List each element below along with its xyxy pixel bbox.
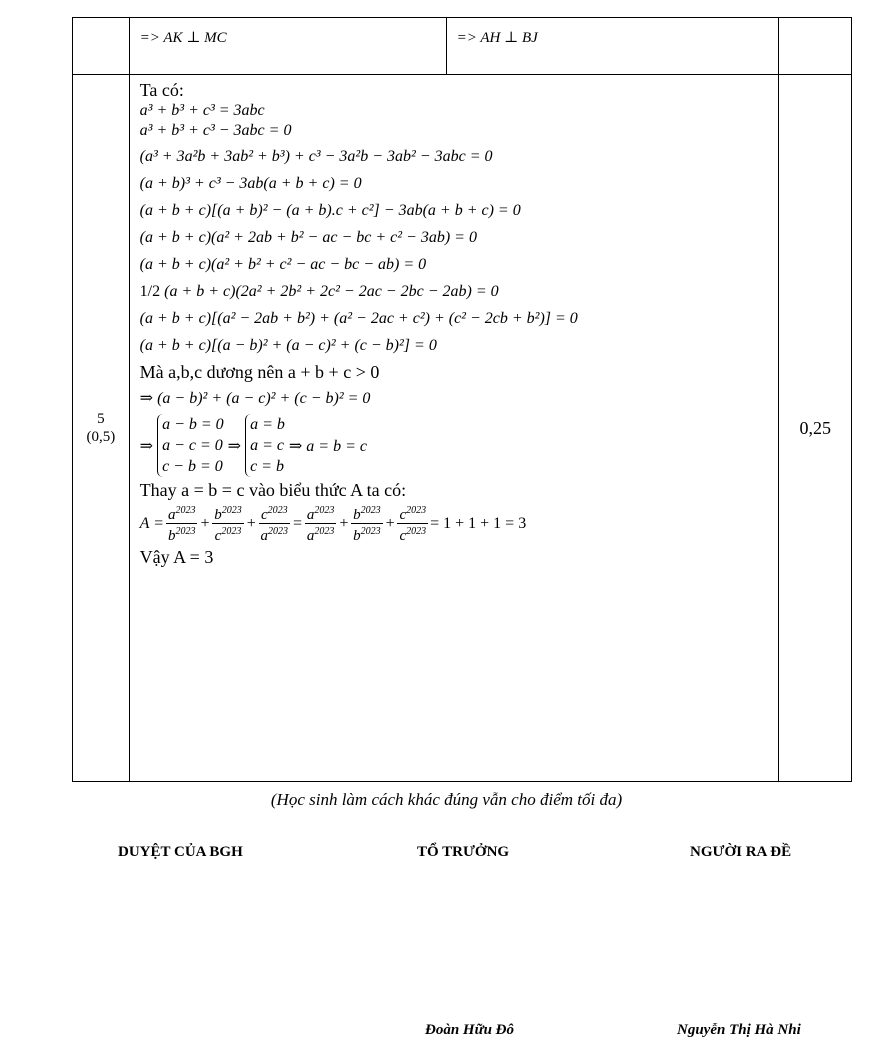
equation-final-tail: = 1 + 1 + 1 = 3 [430, 514, 527, 532]
system-left-line: c − b = 0 [162, 458, 223, 475]
system-left-line: a − b = 0 [162, 416, 224, 433]
question-cell-empty [73, 18, 130, 75]
answer-right-text: => AH ⊥ BJ [456, 30, 538, 46]
text-substitute: Thay a = b = c vào biểu thức A ta có: [139, 480, 407, 500]
solution-work [130, 75, 779, 568]
implies-symbol: ⇒ [139, 437, 154, 455]
text-positive: Mà a,b,c dương nên a + b + c > 0 [139, 362, 380, 382]
question-cell [73, 75, 130, 782]
system-left-line: a − c = 0 [162, 437, 223, 454]
score-cell-empty [779, 18, 852, 75]
equation-4: (a + b)³ + c³ − 3ab(a + b + c) = 0 [139, 175, 362, 192]
equation-1: a³ + b³ + c³ = 3abc [139, 102, 265, 119]
grading-note: (Học sinh làm cách khác đúng vẫn cho điểm tối đa) [270, 790, 623, 809]
answer-left-text: => AK ⊥ MC [139, 30, 227, 46]
question-points: (0,5) [86, 429, 116, 445]
signature-title-nguoi-ra-de: NGƯỜI RA ĐỀ [690, 844, 792, 860]
equation-5: (a + b + c)[(a + b)² − (a + b).c + c²] − 3ab(a + b + c) = 0 [139, 202, 521, 219]
implies-symbol: ⇒ [227, 437, 242, 455]
score-value: 0,25 [799, 417, 831, 438]
answer-cell-left [129, 18, 446, 75]
equation-8-body: (a + b + c)(2a² + 2b² + 2c² − 2ac − 2bc − 2ab) = 0 [164, 283, 499, 300]
equation-3: (a³ + 3a²b + 3ab² + b³) + c³ − 3a²b − 3ab² − 3abc = 0 [139, 148, 493, 165]
equation-7: (a + b + c)(a² + b² + c² − ac − bc − ab) = 0 [139, 256, 427, 273]
solution-intro: Ta có: [139, 80, 184, 100]
equation-8 [140, 280, 779, 303]
equation-11: ⇒ (a − b)² + (a − c)² + (c − b)² = 0 [139, 390, 371, 407]
signature-title-to-truong: TỔ TRƯỞNG [417, 844, 510, 860]
equation-final: A = $\frac{a^{2023}}{b^{2023}}$ + $\frac{b^{2023}}{c^{2023}}$ + $\frac{c^{2023}}{a^{2023}}$ = $\frac{a^{2023}}{a^{2023}}$ + $\frac{b^{2023}}{b^{2023}}$ + $\frac{c^{2023}}{c^{2023}}$ = 1 + 1 + 1 = 3 [139, 505, 527, 544]
conclusion: Vậy A = 3 [139, 547, 214, 567]
solution-cell [129, 75, 779, 782]
system-right-line: a = b [250, 416, 285, 433]
question-number: 5 [97, 411, 105, 427]
system-right-line: a = c [250, 437, 284, 454]
answer-cell-right [446, 18, 779, 75]
system-right [245, 414, 285, 477]
table-row [73, 18, 852, 75]
equation-system [140, 414, 779, 477]
score-cell [779, 75, 852, 782]
table-row [73, 75, 852, 782]
equation-10: (a + b + c)[(a − b)² + (a − c)² + (c − b)²] = 0 [139, 337, 437, 354]
equation-6: (a + b + c)(a² + 2ab + b² − ac − bc + c² − 3ab) = 0 [139, 229, 477, 246]
name-to-truong: Đoàn Hữu Đô [425, 1022, 515, 1038]
name-nguoi-ra-de: Nguyễn Thị Hà Nhi [677, 1022, 801, 1038]
system-right-line: c = b [250, 458, 284, 475]
signature-title-bgh: DUYỆT CỦA BGH [118, 844, 243, 860]
equation-2: a³ + b³ + c³ − 3abc = 0 [139, 122, 292, 139]
equation-9: (a + b + c)[(a² − 2ab + b²) + (a² − 2ac + c²) + (c² − 2cb + b²)] = 0 [139, 310, 578, 327]
equation-8-fraction: 1/2 [139, 283, 161, 300]
answer-table [72, 17, 852, 782]
system-result: ⇒ a = b = c [288, 437, 367, 455]
system-left [157, 414, 224, 477]
